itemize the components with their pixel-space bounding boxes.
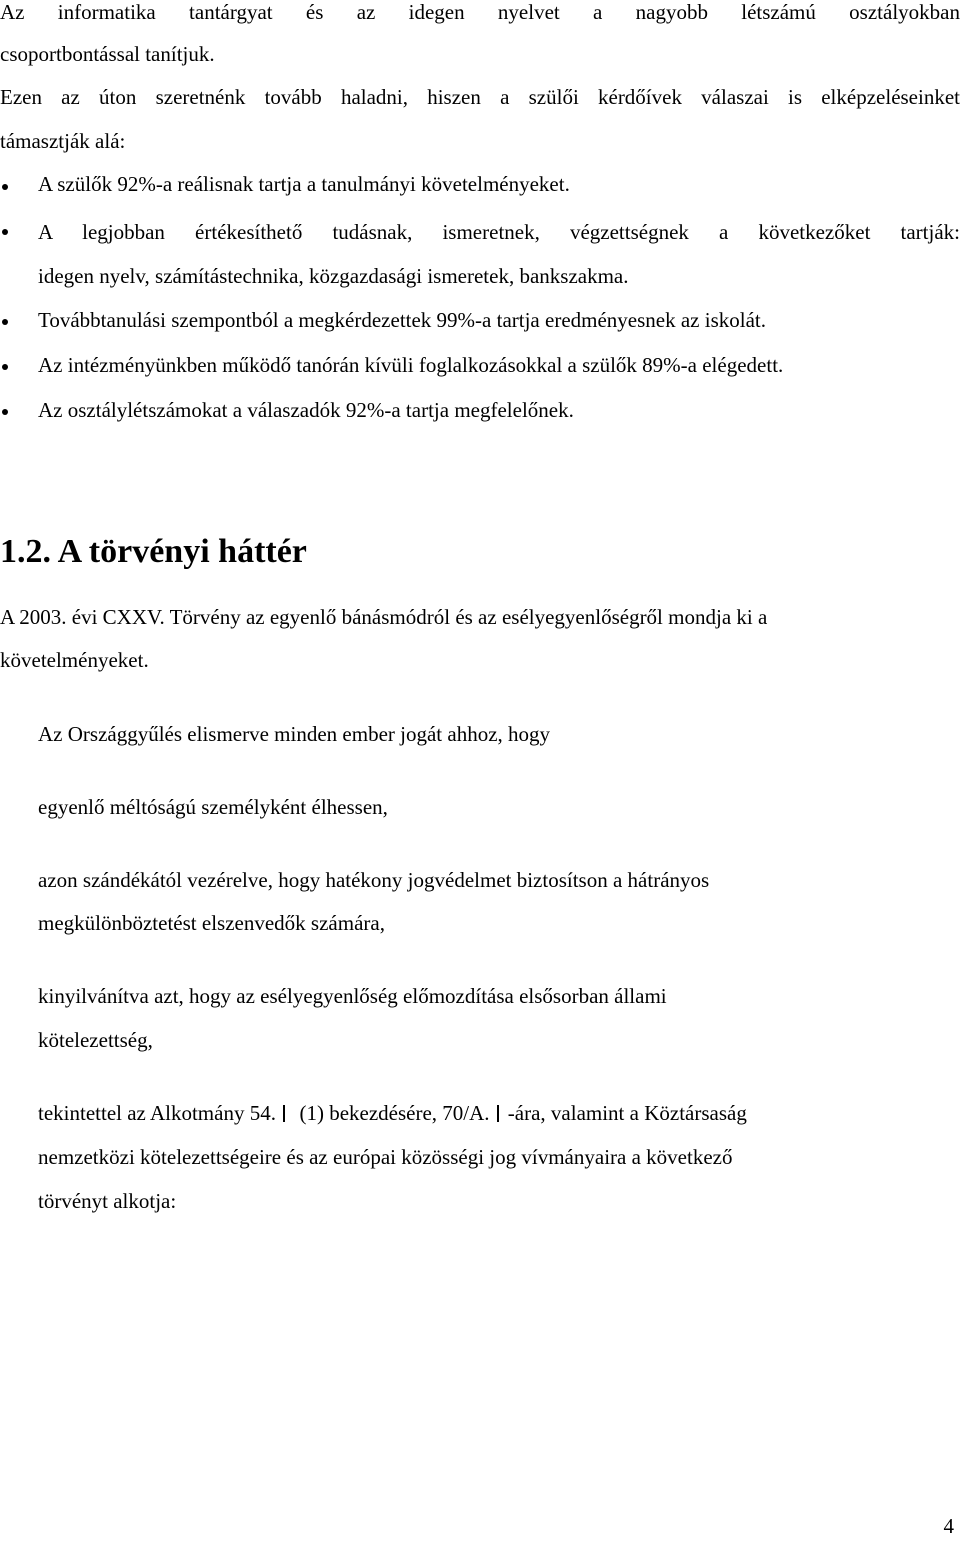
intro-line: Ezen az úton szeretnénk tovább haladni, hiszen a szülői kérdőívek válaszai is elképzeléseinket [0, 85, 960, 109]
preamble-line: nemzetközi kötelezettségeire és az európai közösségi jog vívmányaira a következő [38, 1145, 733, 1169]
bullet-item: Az osztálylétszámokat a válaszadók 92%-a tartja megfelelőnek. [38, 398, 574, 422]
section-heading: 1.2. A törvényi háttér [0, 533, 307, 570]
bullet-icon [0, 229, 10, 239]
preamble-text: -ára, valamint a Köztársaság [507, 1101, 747, 1125]
preamble-line: kinyilvánítva azt, hogy az esélyegyenlőség előmozdítása elsősorban állami [38, 984, 667, 1008]
section-paragraph-line: követelményeket. [0, 648, 149, 672]
preamble-line: megkülönböztetést elszenvedők számára, [38, 911, 385, 935]
section-sign-icon [283, 1105, 292, 1122]
page-number: 4 [943, 1514, 954, 1538]
preamble-line: egyenlő méltóságú személyként élhessen, [38, 795, 388, 819]
section-sign-icon [497, 1105, 506, 1122]
intro-line: Az informatika tantárgyat és az idegen nyelvet a nagyobb létszámú osztályokban [0, 0, 960, 24]
bullet-icon [0, 409, 10, 419]
section-paragraph-line: A 2003. évi CXXV. Törvény az egyenlő bánásmódról és az esélyegyenlőségről mondja ki a [0, 605, 768, 629]
preamble-line: kötelezettség, [38, 1028, 153, 1052]
intro-line: csoportbontással tanítjuk. [0, 42, 215, 66]
bullet-item: Továbbtanulási szempontból a megkérdezettek 99%-a tartja eredményesnek az iskolát. [38, 308, 766, 332]
bullet-icon [0, 319, 10, 329]
bullet-item-continuation: idegen nyelv, számítástechnika, közgazdasági ismeretek, bankszakma. [38, 264, 629, 288]
bullet-item: A szülők 92%-a reálisnak tartja a tanulmányi követelményeket. [38, 172, 570, 196]
bullet-icon [0, 184, 10, 194]
bullet-icon [0, 364, 10, 374]
intro-line: támasztják alá: [0, 129, 126, 153]
preamble-line: Az Országgyűlés elismerve minden ember jogát ahhoz, hogy [38, 722, 551, 746]
preamble-text: tekintettel az Alkotmány 54. [38, 1101, 276, 1125]
bullet-item: Az intézményünkben működő tanórán kívüli foglalkozásokkal a szülők 89%-a elégedett. [38, 353, 784, 377]
preamble-line: törvényt alkotja: [38, 1189, 177, 1213]
bullet-item: A legjobban értékesíthető tudásnak, ismeretnek, végzettségnek a következőket tartják: [38, 220, 960, 244]
preamble-line: azon szándékától vezérelve, hogy hatékony jogvédelmet biztosítson a hátrányos [38, 868, 710, 892]
preamble-text: (1) bekezdésére, 70/A. [299, 1101, 490, 1125]
preamble-line [38, 1103, 960, 1124]
